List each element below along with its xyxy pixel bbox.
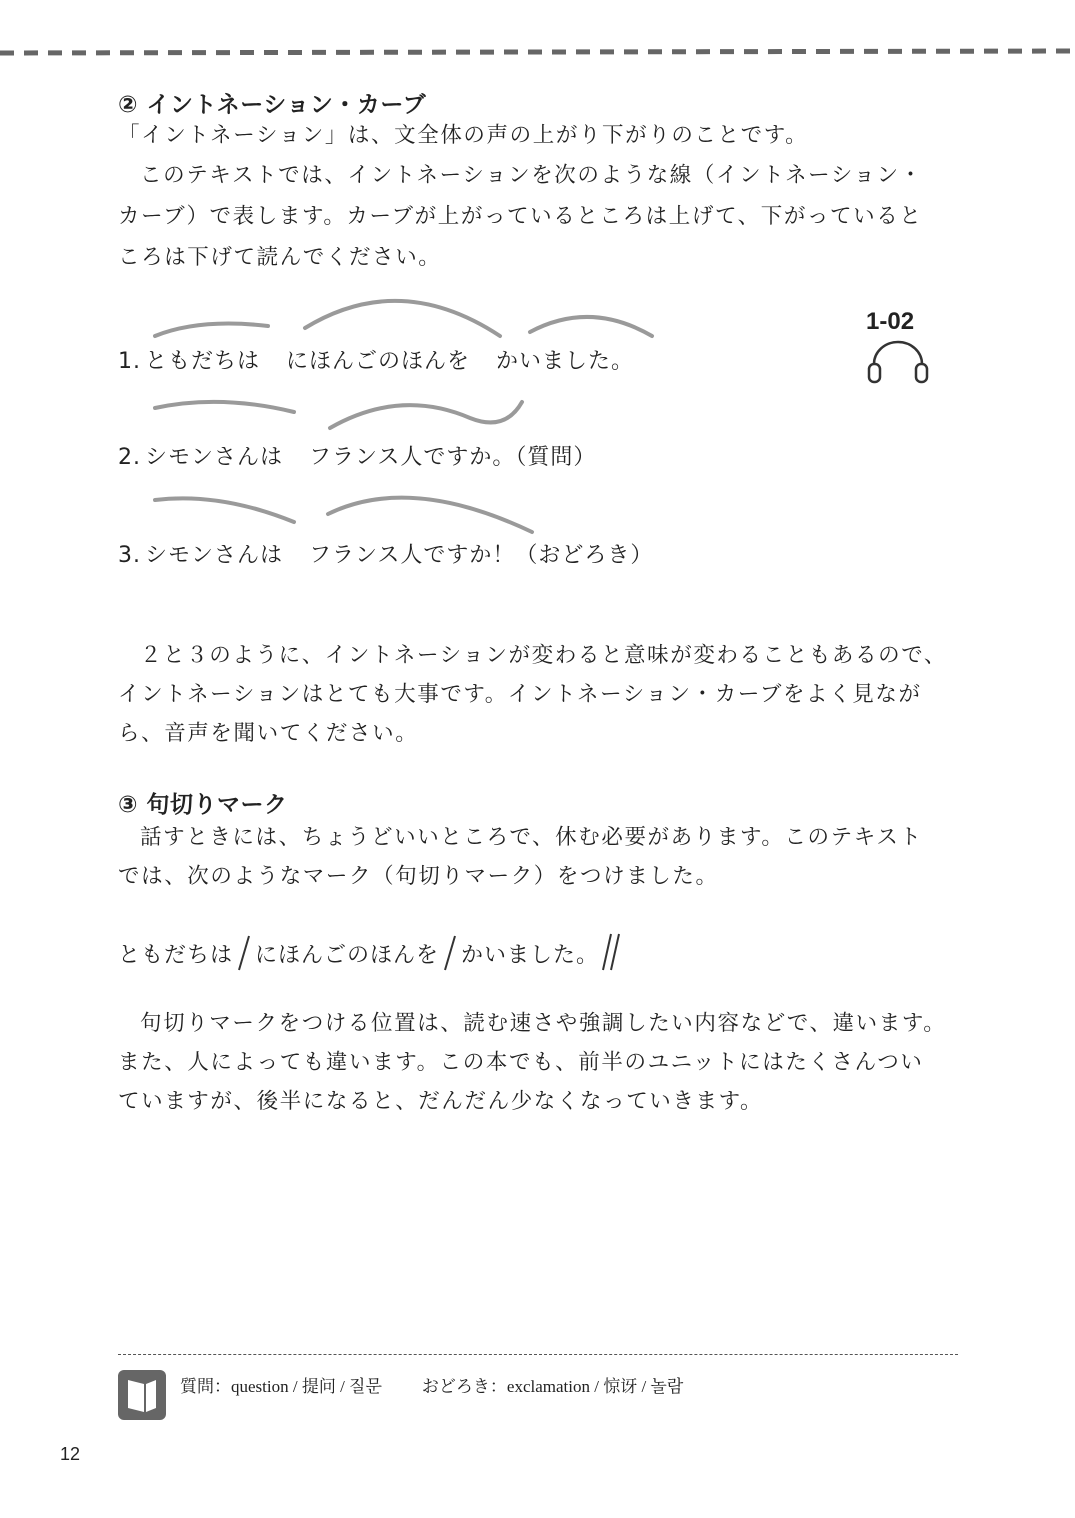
intonation-curve-example-3 — [140, 484, 680, 544]
sample-phrase: かいました。 — [461, 943, 600, 968]
paragraph-pause-explanation — [118, 822, 968, 892]
text-line: では、次のようなマーク（句切りマーク）をつけました。 — [118, 864, 719, 889]
text-line: カーブ）で表します。カーブが上がっているところは上げて、下がっていると — [118, 204, 923, 229]
text-line: 話すときには、ちょうどいいところで、休む必要があります。このテキスト — [140, 825, 923, 850]
page-number: 12 — [60, 1444, 81, 1464]
headphones-icon[interactable] — [866, 336, 930, 386]
example-number: 3. — [118, 543, 141, 568]
text-line: また、人によっても違います。この本でも、前半のユニットにはたくさんつい — [118, 1050, 924, 1075]
section-heading-pause-mark: ③ 句切りマーク — [118, 792, 288, 818]
pause-mark-sample — [118, 932, 623, 972]
paragraph-pause-position — [118, 1008, 968, 1117]
text-line: このテキストでは、イントネーションを次のような線（イントネーション・ — [140, 163, 923, 188]
example-number: 2. — [118, 445, 141, 470]
example-sentence-3 — [118, 538, 679, 569]
example-phrase: にほんごのほんを — [286, 349, 471, 374]
vocab-item: おどろき：exclamation / 惊讶 / 놀람 — [421, 1377, 684, 1396]
example-phrase: ともだちは — [145, 349, 261, 374]
text-line: 「イントネーション」は、文全体の声の上がり下がりのことです。 — [118, 123, 809, 148]
example-phrase: かいました。 — [496, 349, 635, 374]
single-pause-mark-icon — [233, 934, 255, 972]
sample-phrase: にほんごのほんを — [255, 943, 440, 968]
example-phrase: フランス人ですか。（質問） — [309, 445, 597, 470]
paragraph-intonation-meaning — [118, 640, 968, 749]
text-line: ころは下げて読んでください。 — [118, 245, 442, 270]
book-icon — [118, 1370, 166, 1420]
example-sentence-1 — [118, 344, 660, 375]
top-decorative-rule — [0, 38, 1075, 68]
example-sentence-2 — [118, 440, 622, 471]
text-line: ２と３のように、イントネーションが変わると意味が変わることもあるので、 — [140, 643, 947, 668]
audio-track-label: 1-02 — [866, 308, 915, 335]
section-heading-intonation-curve: ② イントネーション・カーブ — [118, 92, 427, 118]
text-line: 句切りマークをつける位置は、読む速さや強調したい内容などで、違います。 — [140, 1011, 947, 1036]
text-line: イントネーションはとても大事です。イントネーション・カーブをよく見なが — [118, 682, 922, 707]
example-number: 1. — [118, 349, 141, 374]
example-phrase: シモンさんは — [145, 543, 284, 568]
vocab-item: 質問：question / 提问 / 질문 — [180, 1377, 382, 1396]
vocab-divider — [118, 1354, 958, 1355]
paragraph-intonation-definition — [118, 120, 968, 151]
text-line: ていますが、後半になると、だんだん少なくなっていきます。 — [118, 1089, 764, 1114]
example-phrase: フランス人ですか！（おどろき） — [309, 543, 654, 568]
paragraph-intonation-explanation — [118, 160, 968, 273]
sample-phrase: ともだちは — [118, 943, 234, 968]
double-pause-mark-icon — [599, 932, 623, 972]
intonation-curve-example-2 — [140, 388, 680, 448]
text-line: ら、音声を聞いてください。 — [118, 721, 419, 746]
single-pause-mark-icon — [439, 934, 461, 972]
vocab-list — [180, 1372, 683, 1397]
example-phrase: シモンさんは — [145, 445, 284, 470]
intonation-curve-example-1 — [140, 290, 680, 350]
